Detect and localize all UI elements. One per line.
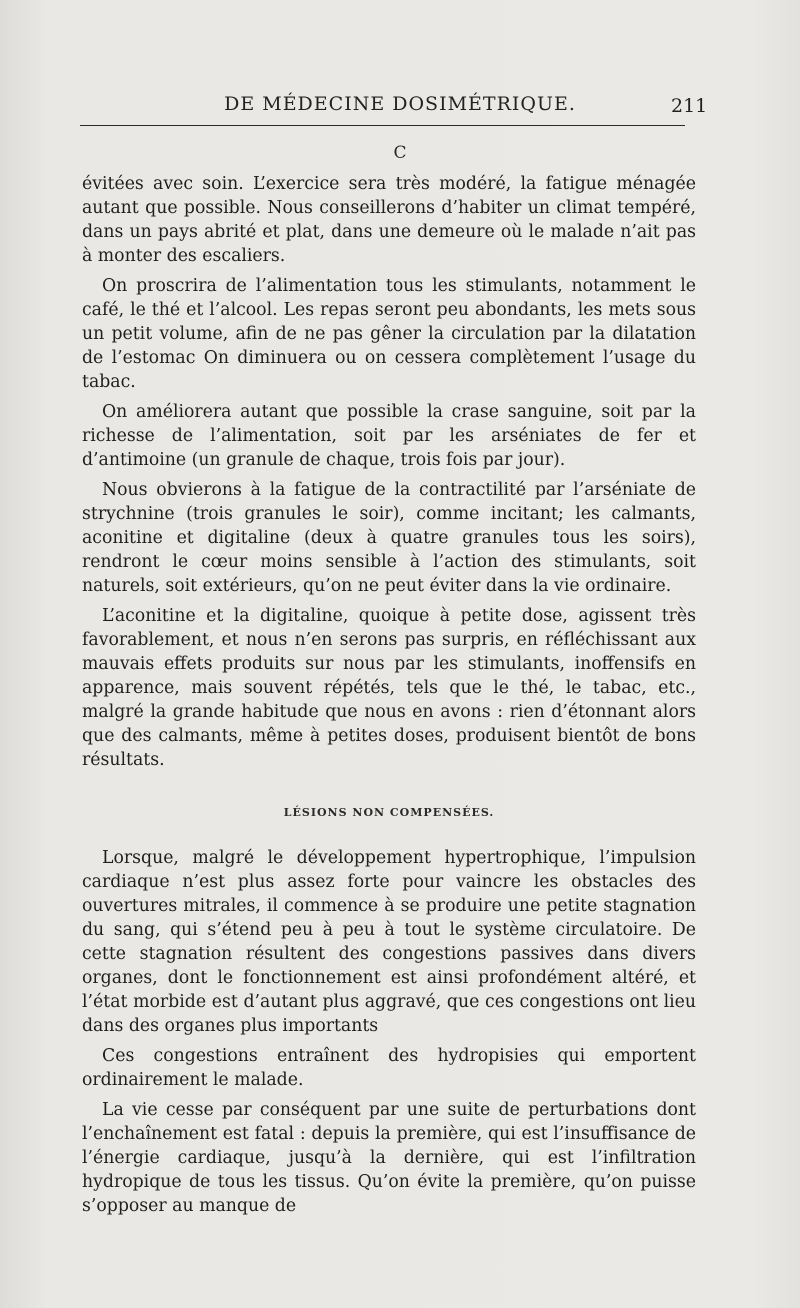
page-number: 211	[671, 95, 708, 117]
paragraph: évitées avec soin. L’exercice sera très modéré, la fatigue ménagée autant que possible. Nous conseillerons d’habiter un climat tempéré, dans un pays abrité et plat, dans une demeure où le malade n’ait pas à monter des escaliers.	[82, 174, 696, 266]
paragraph: Lorsque, malgré le développement hypertrophique, l’impulsion cardiaque n’est plus assez forte pour vaincre les obstacles des ouvertures mitrales, il commence à se produire une petite stagnation du sang, qui s’étend peu à peu à tout le système circulatoire. De cette stagnation résultent des congestions passives dans divers organes, dont le fonctionnement est ainsi profondément altéré, et l’état morbide est d’autant plus aggravé, que ces congestions ont lieu dans des organes plus importants	[82, 848, 696, 1036]
running-head	[0, 93, 800, 123]
paragraph: On améliorera autant que possible la crase sanguine, soit par la richesse de l’alimentation, soit par les arséniates de fer et d’antimoine (un granule de chaque, trois fois par jour).	[82, 402, 696, 470]
section-heading: LÉSIONS NON COMPENSÉES.	[283, 806, 495, 819]
paragraph: La vie cesse par conséquent par une suite de perturbations dont l’enchaînement est fatal : depuis la première, qui est l’insuffisance de l’énergie cardiaque, jusqu’à la dernière, qui est l’infiltration hydropique de tous les tissus. Qu’on évite la première, qu’on puisse s’opposer au manque de	[82, 1100, 696, 1216]
paragraph: L’aconitine et la digitaline, quoique à petite dose, agissent très favorablement, et nous n’en serons pas surpris, en réfléchissant aux mauvais effets produits sur nous par les stimulants, inoffensifs en apparence, mais souvent répétés, tels que le thé, le tabac, etc., malgré la grande habitude que nous en avons : rien d’étonnant alors que des calmants, même à petites doses, produisent bientôt de bons résultats.	[82, 606, 696, 770]
signature-mark: C	[393, 143, 407, 163]
running-title: DE MÉDECINE DOSIMÉTRIQUE.	[224, 93, 576, 115]
paragraph: Ces congestions entraînent des hydropisies qui emportent ordinairement le malade.	[82, 1046, 696, 1090]
header-rule	[80, 125, 685, 126]
body-text	[82, 172, 696, 1218]
paragraph: On proscrira de l’alimentation tous les stimulants, notamment le café, le thé et l’alcool. Les repas seront peu abondants, les mets sous un petit volume, afin de ne pas gêner la circulation par la dilatation de l’estomac On diminuera ou on cessera complètement l’usage du tabac.	[82, 276, 696, 392]
paragraph: Nous obvierons à la fatigue de la contractilité par l’arséniate de strychnine (trois granules le soir), comme incitant; les calmants, aconitine et digitaline (deux à quatre granules tous les soirs), rendront le cœur moins sensible à l’action des stimulants, soit naturels, soit extérieurs, qu’on ne peut éviter dans la vie ordinaire.	[82, 480, 696, 596]
section-body	[82, 846, 696, 1218]
